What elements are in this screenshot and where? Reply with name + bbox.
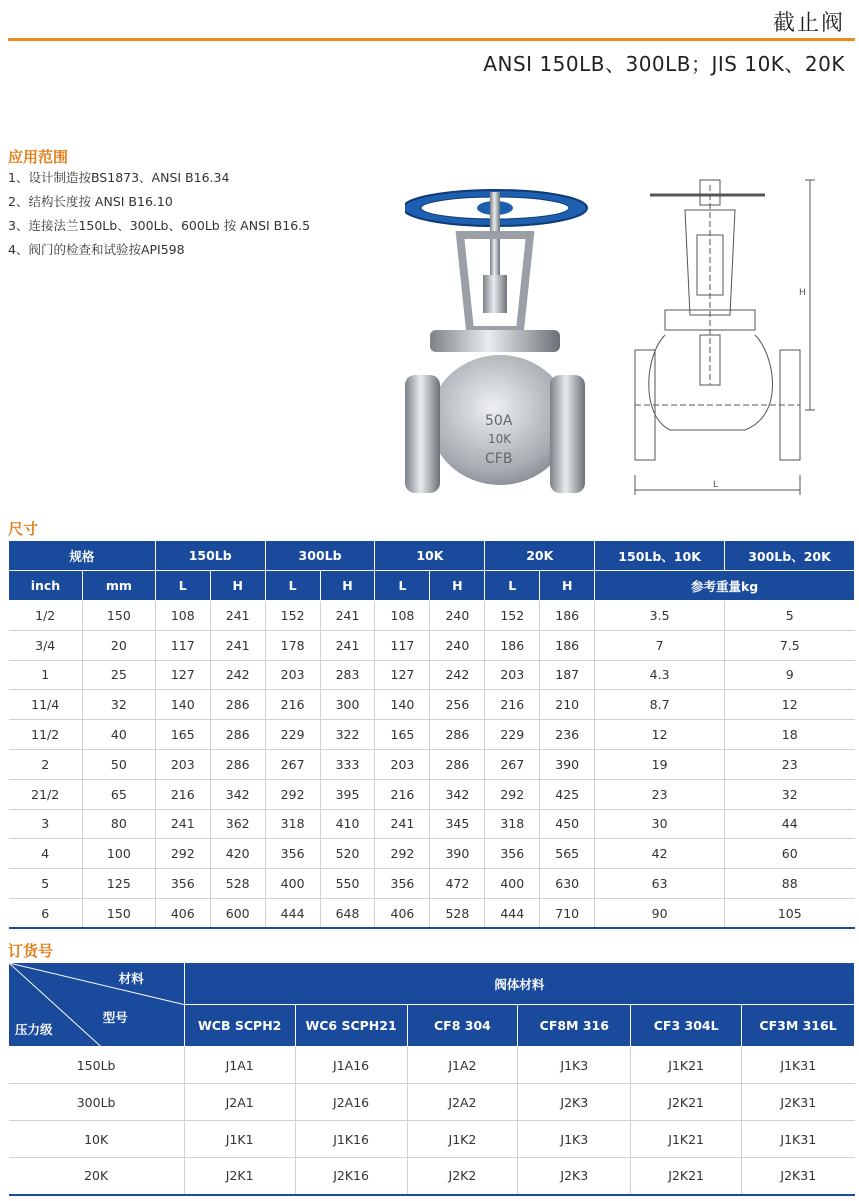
table-cell: 4.3 (595, 660, 725, 690)
col-header-h: H (540, 571, 595, 601)
table-cell: 292 (375, 839, 430, 869)
table-cell: 216 (265, 690, 320, 720)
col-header-l: L (265, 571, 320, 601)
table-cell: 165 (155, 720, 210, 750)
table-cell: 7 (595, 630, 725, 660)
col-header-ref-weight: 参考重量kg (595, 571, 855, 601)
col-header-l: L (485, 571, 540, 601)
size-inch-cell: 6 (9, 898, 83, 928)
table-cell: 7.5 (725, 630, 855, 660)
table-cell: 420 (210, 839, 265, 869)
application-item: 3、连接法兰150Lb、300Lb、600Lb 按 ANSI B16.5 (8, 218, 311, 233)
table-cell: 342 (210, 779, 265, 809)
catalog-subtitle: ANSI 150LB、300LB；JIS 10K、20K (483, 52, 845, 76)
table-cell: 105 (725, 898, 855, 928)
table-cell: 630 (540, 869, 595, 899)
table-cell: 286 (430, 720, 485, 750)
applications-list (8, 166, 310, 262)
body-material-header: 阀体材料 (184, 963, 854, 1005)
col-header-10k: 10K (375, 541, 485, 571)
table-cell: 152 (485, 601, 540, 631)
table-cell: 242 (210, 660, 265, 690)
table-cell: J2K21 (631, 1158, 742, 1195)
pressure-class-cell: 300Lb (9, 1084, 185, 1121)
table-cell: 18 (725, 720, 855, 750)
table-cell: 550 (320, 869, 375, 899)
col-header-weight-300lb-20k: 300Lb、20K (725, 541, 855, 571)
table-cell: 140 (155, 690, 210, 720)
table-cell: 210 (540, 690, 595, 720)
table-cell: 356 (485, 839, 540, 869)
material-header: WC6 SCPH21 (295, 1005, 407, 1047)
size-inch-cell: 11/4 (9, 690, 83, 720)
table-cell: J1K31 (742, 1047, 855, 1084)
table-row (9, 690, 855, 720)
table-cell: J1A16 (295, 1047, 407, 1084)
table-cell: 32 (725, 779, 855, 809)
table-cell: 240 (430, 630, 485, 660)
col-header-20k: 20K (485, 541, 595, 571)
table-row (9, 660, 855, 690)
table-cell: 30 (595, 809, 725, 839)
material-header: CF8 304 (407, 1005, 518, 1047)
application-item: 4、阀门的检查和试验按API598 (8, 242, 185, 257)
table-cell: J1K3 (518, 1121, 631, 1158)
table-cell: 528 (210, 869, 265, 899)
catalog-title: 截止阀 (772, 11, 845, 36)
table-row (9, 809, 855, 839)
material-header: CF8M 316 (518, 1005, 631, 1047)
table-cell: 300 (320, 690, 375, 720)
applications-heading: 应用范围 (8, 148, 69, 166)
table-cell: 12 (725, 690, 855, 720)
table-cell: 241 (155, 809, 210, 839)
table-cell: 241 (375, 809, 430, 839)
table-cell: 44 (725, 809, 855, 839)
col-header-l: L (375, 571, 430, 601)
table-cell: 117 (375, 630, 430, 660)
col-header-150lb: 150Lb (155, 541, 265, 571)
col-header-h: H (430, 571, 485, 601)
table-cell: J1K3 (518, 1047, 631, 1084)
table-cell: 186 (540, 630, 595, 660)
table-cell: 241 (210, 601, 265, 631)
table-cell: 108 (155, 601, 210, 631)
table-cell: 425 (540, 779, 595, 809)
application-item: 2、结构长度按 ANSI B16.10 (8, 194, 173, 209)
table-cell: 292 (155, 839, 210, 869)
dimensions-table (8, 540, 855, 929)
corner-model-label: 型号 (102, 1010, 128, 1025)
table-cell: 117 (155, 630, 210, 660)
table-cell: 152 (265, 601, 320, 631)
table-cell: 108 (375, 601, 430, 631)
col-header-mm: mm (82, 571, 155, 601)
table-cell: J2K31 (742, 1158, 855, 1195)
table-cell: 390 (540, 749, 595, 779)
table-cell: 150 (82, 898, 155, 928)
table-cell: 292 (485, 779, 540, 809)
size-inch-cell: 21/2 (9, 779, 83, 809)
table-cell: 50 (82, 749, 155, 779)
table-cell: 286 (210, 690, 265, 720)
casting-mark: 50A (485, 413, 513, 429)
table-row (9, 1158, 855, 1195)
table-cell: 267 (485, 749, 540, 779)
casting-mark: CFB (485, 451, 513, 467)
table-cell: 322 (320, 720, 375, 750)
table-cell: 333 (320, 749, 375, 779)
table-cell: 400 (485, 869, 540, 899)
table-row (9, 749, 855, 779)
table-cell: 23 (595, 779, 725, 809)
material-header: CF3 304L (631, 1005, 742, 1047)
globe-valve-photo (405, 180, 600, 498)
pressure-class-cell: 10K (9, 1121, 185, 1158)
table-cell: J1K21 (631, 1047, 742, 1084)
table-cell: 216 (155, 779, 210, 809)
table-cell: J2K21 (631, 1084, 742, 1121)
valve-section-drawing (625, 175, 855, 500)
table-cell: 600 (210, 898, 265, 928)
table-cell: 410 (320, 809, 375, 839)
table-row (9, 839, 855, 869)
table-cell: 20 (82, 630, 155, 660)
table-cell: 267 (265, 749, 320, 779)
table-cell: 256 (430, 690, 485, 720)
table-cell: 318 (485, 809, 540, 839)
table-cell: J1K31 (742, 1121, 855, 1158)
table-cell: 187 (540, 660, 595, 690)
table-row (9, 1121, 855, 1158)
table-cell: 356 (375, 869, 430, 899)
col-header-h: H (320, 571, 375, 601)
size-inch-cell: 1 (9, 660, 83, 690)
corner-material-label: 材料 (118, 971, 144, 986)
table-cell: J1A1 (184, 1047, 295, 1084)
table-cell: J1K2 (407, 1121, 518, 1158)
table-cell: 362 (210, 809, 265, 839)
size-inch-cell: 4 (9, 839, 83, 869)
table-cell: 12 (595, 720, 725, 750)
table-cell: 88 (725, 869, 855, 899)
table-cell: J2K2 (407, 1158, 518, 1195)
table-cell: 444 (265, 898, 320, 928)
table-cell: 5 (725, 601, 855, 631)
table-cell: J2A2 (407, 1084, 518, 1121)
header-divider (8, 38, 855, 41)
table-cell: 242 (430, 660, 485, 690)
col-header-spec: 规格 (9, 541, 156, 571)
size-inch-cell: 5 (9, 869, 83, 899)
table-cell: 345 (430, 809, 485, 839)
table-cell: 356 (265, 839, 320, 869)
table-cell: 286 (430, 749, 485, 779)
casting-mark: 10K (488, 432, 512, 446)
table-cell: 203 (485, 660, 540, 690)
table-cell: 150 (82, 601, 155, 631)
table-cell: J2K31 (742, 1084, 855, 1121)
table-cell: 42 (595, 839, 725, 869)
table-cell: 342 (430, 779, 485, 809)
table-row (9, 601, 855, 631)
table-cell: 318 (265, 809, 320, 839)
application-item: 1、设计制造按BS1873、ANSI B16.34 (8, 170, 230, 185)
table-cell: J2K3 (518, 1084, 631, 1121)
table-cell: J2K3 (518, 1158, 631, 1195)
table-cell: J2K16 (295, 1158, 407, 1195)
table-cell: 450 (540, 809, 595, 839)
table-cell: 216 (485, 690, 540, 720)
table-cell: 520 (320, 839, 375, 869)
table-cell: 406 (155, 898, 210, 928)
table-cell: 710 (540, 898, 595, 928)
table-cell: 178 (265, 630, 320, 660)
table-cell: 65 (82, 779, 155, 809)
col-header-inch: inch (9, 571, 83, 601)
table-row (9, 720, 855, 750)
table-cell: 528 (430, 898, 485, 928)
table-cell: 565 (540, 839, 595, 869)
table-row (9, 779, 855, 809)
col-header-300lb: 300Lb (265, 541, 375, 571)
table-cell: J2A1 (184, 1084, 295, 1121)
table-cell: 229 (265, 720, 320, 750)
table-row (9, 869, 855, 899)
table-cell: 186 (485, 630, 540, 660)
material-header: CF3M 316L (742, 1005, 855, 1047)
table-cell: 444 (485, 898, 540, 928)
table-cell: 286 (210, 749, 265, 779)
table-cell: J1K21 (631, 1121, 742, 1158)
table-cell: 25 (82, 660, 155, 690)
table-row (9, 1084, 855, 1121)
table-cell: 3.5 (595, 601, 725, 631)
table-cell: 63 (595, 869, 725, 899)
table-cell: 140 (375, 690, 430, 720)
table-cell: 127 (375, 660, 430, 690)
table-cell: J1A2 (407, 1047, 518, 1084)
size-inch-cell: 11/2 (9, 720, 83, 750)
table-cell: 165 (375, 720, 430, 750)
order-table (8, 962, 855, 1196)
table-cell: 390 (430, 839, 485, 869)
size-inch-cell: 2 (9, 749, 83, 779)
table-cell: 127 (155, 660, 210, 690)
table-cell: 472 (430, 869, 485, 899)
size-inch-cell: 3/4 (9, 630, 83, 660)
table-cell: 32 (82, 690, 155, 720)
table-cell: 90 (595, 898, 725, 928)
pressure-class-cell: 150Lb (9, 1047, 185, 1084)
pressure-class-cell: 20K (9, 1158, 185, 1195)
table-cell: J1K16 (295, 1121, 407, 1158)
table-cell: 286 (210, 720, 265, 750)
table-cell: 400 (265, 869, 320, 899)
table-cell: 186 (540, 601, 595, 631)
table-cell: 23 (725, 749, 855, 779)
material-header: WCB SCPH2 (184, 1005, 295, 1047)
table-cell: 9 (725, 660, 855, 690)
dim-label-height: H (799, 288, 806, 298)
col-header-weight-150lb-10k: 150Lb、10K (595, 541, 725, 571)
table-row (9, 1047, 855, 1084)
table-cell: 40 (82, 720, 155, 750)
table-cell: 292 (265, 779, 320, 809)
table-cell: J1K1 (184, 1121, 295, 1158)
table-row (9, 898, 855, 928)
col-header-l: L (155, 571, 210, 601)
order-heading: 订货号 (8, 942, 54, 960)
table-cell: 241 (320, 630, 375, 660)
table-cell: 406 (375, 898, 430, 928)
table-cell: 100 (82, 839, 155, 869)
table-cell: 241 (320, 601, 375, 631)
col-header-h: H (210, 571, 265, 601)
table-cell: 356 (155, 869, 210, 899)
table-cell: 283 (320, 660, 375, 690)
table-cell: 240 (430, 601, 485, 631)
corner-header (9, 963, 185, 1047)
table-cell: 241 (210, 630, 265, 660)
table-cell: 648 (320, 898, 375, 928)
size-inch-cell: 3 (9, 809, 83, 839)
table-cell: 60 (725, 839, 855, 869)
table-cell: 229 (485, 720, 540, 750)
table-cell: 216 (375, 779, 430, 809)
table-cell: 203 (265, 660, 320, 690)
table-cell: J2A16 (295, 1084, 407, 1121)
table-cell: 8.7 (595, 690, 725, 720)
table-row (9, 630, 855, 660)
table-cell: 203 (375, 749, 430, 779)
table-cell: 203 (155, 749, 210, 779)
corner-pressure-label: 压力级 (15, 1022, 53, 1037)
dimensions-heading: 尺寸 (8, 520, 39, 538)
table-cell: 19 (595, 749, 725, 779)
table-cell: J2K1 (184, 1158, 295, 1195)
table-cell: 395 (320, 779, 375, 809)
table-cell: 80 (82, 809, 155, 839)
table-cell: 125 (82, 869, 155, 899)
table-cell: 236 (540, 720, 595, 750)
size-inch-cell: 1/2 (9, 601, 83, 631)
dim-label-length: L (713, 480, 719, 490)
